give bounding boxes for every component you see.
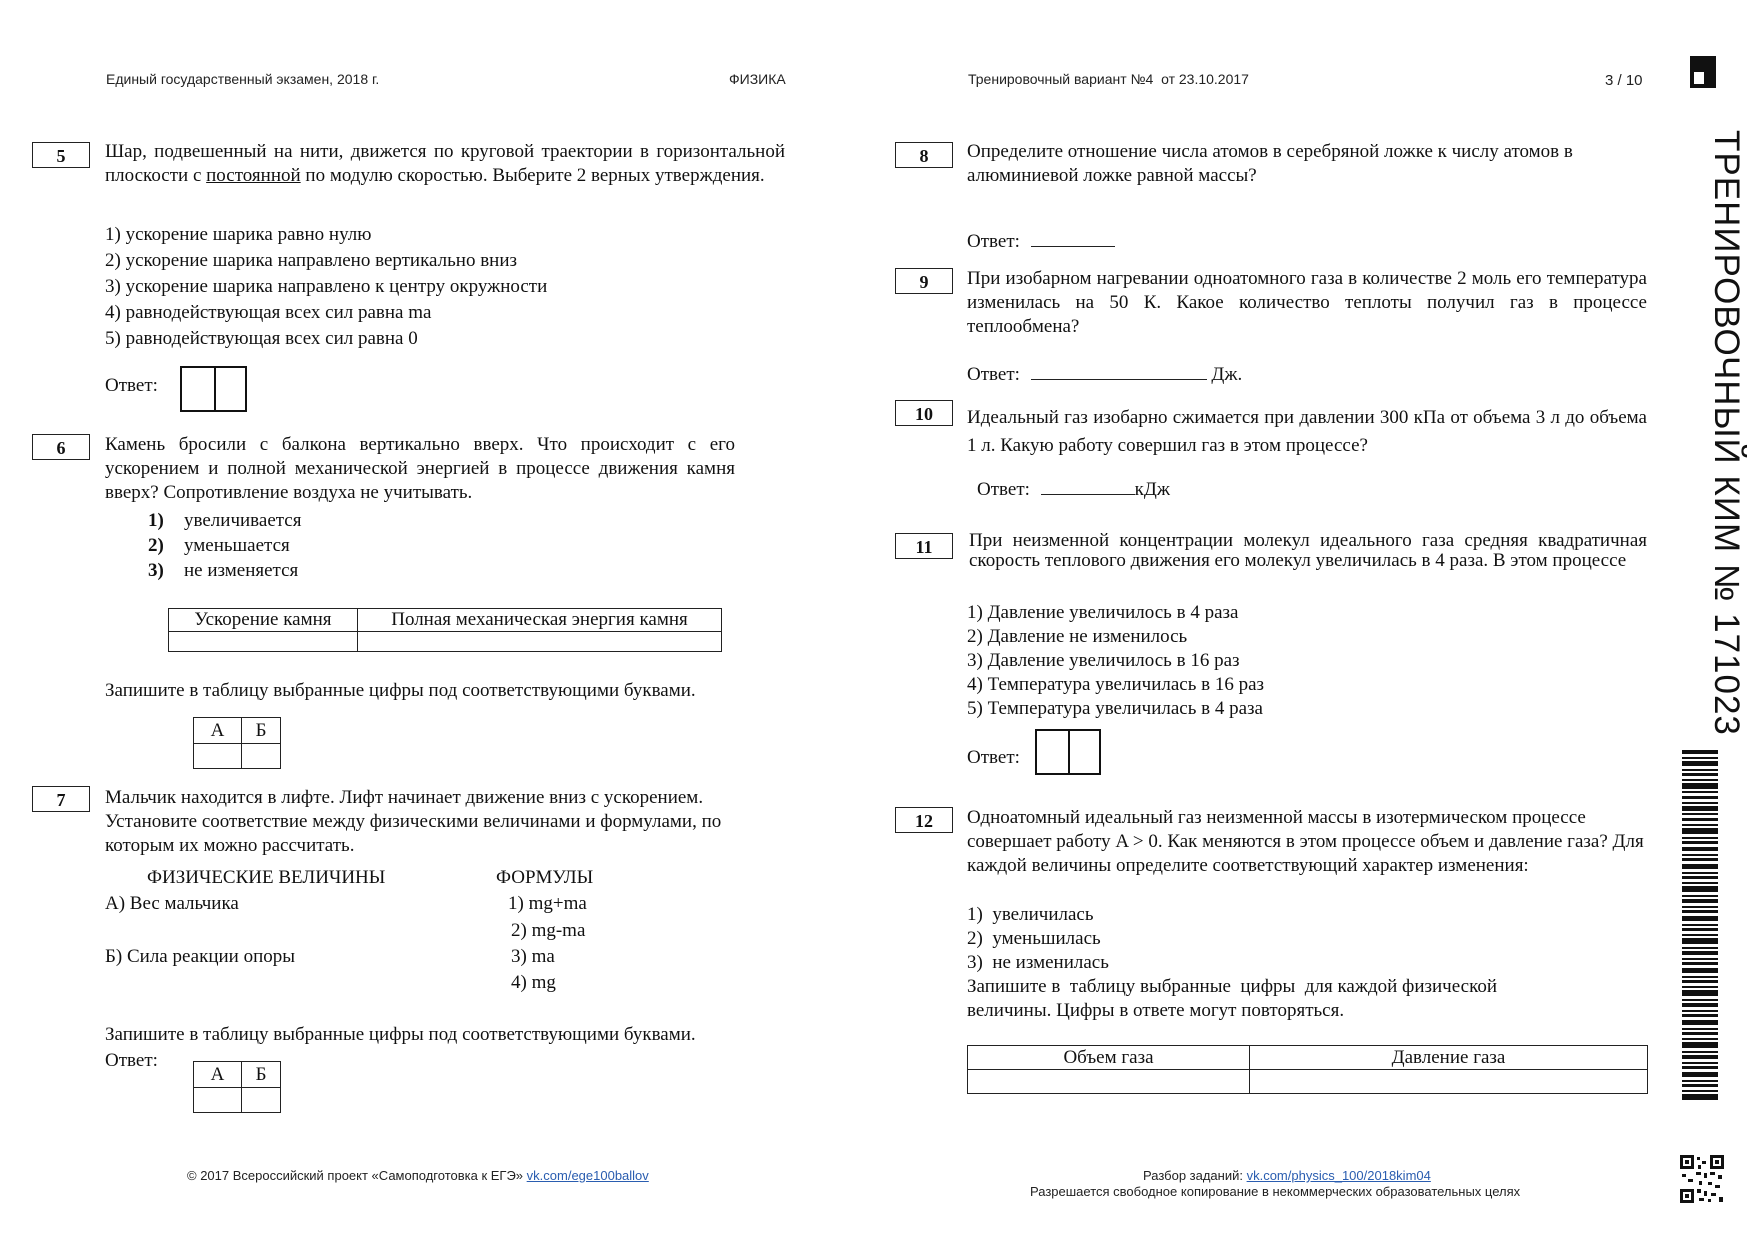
column-a: А	[194, 718, 242, 744]
question-number-9: 9	[895, 268, 953, 294]
answer-line[interactable]	[1031, 246, 1115, 247]
option-number: 3)	[148, 560, 164, 581]
answer-cell[interactable]	[358, 632, 722, 652]
question-12-instruction: Запишите в таблицу выбранные цифры для каждой физической величины. Цифры в ответе могут повторяться.	[967, 976, 1502, 1021]
question-10-answer	[977, 478, 1170, 502]
answer-box-5[interactable]	[180, 366, 247, 412]
option: 4) Температура увеличилась в 16 раз	[967, 674, 1265, 695]
variant-title: Тренировочный вариант №4 от 23.10.2017	[968, 71, 1249, 87]
corner-mark-icon	[1690, 56, 1716, 88]
option: 2) Давление не изменилось	[967, 626, 1188, 647]
footer-copyright	[187, 1168, 649, 1183]
option: 2) ускорение шарика направлено вертикально вниз	[105, 250, 518, 271]
question-5-options	[105, 223, 547, 351]
answer-label: Ответ:	[967, 231, 1020, 252]
option: 3) ускорение шарика направлено к центру окружности	[105, 276, 548, 297]
question-8-answer	[967, 230, 1115, 254]
option: 3) Давление увеличилось в 16 раз	[967, 650, 1240, 671]
question-6-text: Камень бросили с балкона вертикально вверх. Что происходит с его ускорением и полной механической энергией в процессе движения камня вверх? Сопротивление воздуха не учитывать.	[105, 434, 735, 503]
option-number: 1)	[148, 510, 164, 531]
question-12-options	[967, 903, 1109, 975]
option: 5) равнодействующая всех сил равна 0	[105, 328, 418, 349]
physical-quantities-heading: ФИЗИЧЕСКИЕ ВЕЛИЧИНЫ	[147, 867, 386, 888]
question-10-text: Идеальный газ изобарно сжимается при давлении 300 кПа от объема 3 л до объема 1 л. Какую работу совершил газ в этом процессе?	[967, 407, 1647, 456]
formula: 4) mg	[511, 972, 556, 993]
option: 1) увеличилась	[967, 904, 1094, 925]
answer-line[interactable]	[1031, 379, 1207, 380]
side-title: ТРЕНИРОВОЧНЫЙ КИМ № 171023	[1707, 130, 1746, 736]
answer-cell[interactable]	[968, 1070, 1250, 1094]
answer-label: Ответ:	[977, 479, 1030, 500]
option: 1) Давление увеличилось в 4 раза	[967, 602, 1239, 623]
quantity-a: А) Вес мальчика	[105, 893, 239, 914]
column-header: Ускорение камня	[169, 609, 358, 632]
answer-cell[interactable]	[242, 744, 281, 769]
formula: 1) mg+ma	[508, 893, 587, 914]
question-9-text: При изобарном нагревании одноатомного газа в количестве 2 моль его температура изменилась на 50 К. Какое количество теплоты получил газ в процессе теплообмена?	[967, 268, 1647, 337]
footer-link-ege100ballov[interactable]: vk.com/ege100ballov	[526, 1168, 649, 1183]
answer-unit: Дж.	[1211, 364, 1243, 385]
subject-title: ФИЗИКА	[729, 71, 786, 87]
option: 3) не изменилась	[967, 952, 1109, 973]
question-7-instruction: Запишите в таблицу выбранные цифры под соответствующими буквами.	[105, 1024, 696, 1045]
question-number-8: 8	[895, 142, 953, 168]
option: 5) Температура увеличилась в 4 раза	[967, 698, 1263, 719]
answer-cell[interactable]	[194, 1088, 242, 1113]
answer-cell[interactable]	[169, 632, 358, 652]
question-number-11: 11	[895, 533, 953, 559]
option: 4) равнодействующая всех сил равна ma	[105, 302, 432, 323]
question-6-table	[168, 608, 722, 652]
answer-label: Ответ:	[967, 364, 1020, 385]
answer-cell[interactable]	[242, 1088, 281, 1113]
answer-unit: кДж	[1134, 479, 1170, 500]
question-9-answer	[967, 363, 1242, 387]
question-7-text: Мальчик находится в лифте. Лифт начинает движение вниз с ускорением. Установите соответствие между физическими величинами и формулами, по которым их можно рассчитать.	[105, 787, 722, 856]
footer-text: © 2017 Всероссийский проект «Самоподготовка к ЕГЭ»	[187, 1168, 527, 1183]
column-a: А	[194, 1062, 242, 1088]
question-5-text: Шар, подвешенный на нити, движется по круговой траектории в горизонтальной плоскости с постоянной по модулю скоростью. Выберите 2 верных утверждения.	[105, 141, 785, 186]
answer-box-11[interactable]	[1035, 729, 1101, 775]
question-7-answer-table	[193, 1061, 281, 1113]
question-6-options	[148, 509, 301, 584]
answer-label: Ответ:	[105, 375, 158, 396]
column-header: Полная механическая энергия камня	[358, 609, 722, 632]
option: не изменяется	[184, 560, 299, 581]
question-number-10: 10	[895, 400, 953, 426]
answer-label: Ответ:	[105, 1050, 158, 1071]
formulas-heading: ФОРМУЛЫ	[496, 867, 594, 888]
question-number-5: 5	[32, 142, 90, 168]
option: 1) ускорение шарика равно нулю	[105, 224, 372, 245]
formula: 2) mg-ma	[511, 920, 586, 941]
option: увеличивается	[184, 510, 302, 531]
page-number: 3 / 10	[1605, 72, 1643, 89]
answer-cell[interactable]	[194, 744, 242, 769]
option: 2) уменьшилась	[967, 928, 1101, 949]
column-header: Давление газа	[1250, 1046, 1648, 1070]
column-b: Б	[242, 1062, 281, 1088]
question-number-12: 12	[895, 807, 953, 833]
formula: 3) ma	[511, 946, 555, 967]
qr-code	[1680, 1155, 1724, 1203]
footer-link-analysis[interactable]: vk.com/physics_100/2018kim04	[1246, 1168, 1431, 1183]
question-8-text: Определите отношение числа атомов в серебряной ложке к числу атомов в алюминиевой ложке равной массы?	[967, 141, 1573, 186]
option-number: 2)	[148, 535, 164, 556]
answer-label: Ответ:	[967, 747, 1020, 768]
footer-text: Разбор заданий:	[1143, 1168, 1247, 1183]
question-11-options	[967, 601, 1264, 721]
question-12-text: Одноатомный идеальный газ неизменной массы в изотермическом процессе совершает работу A > 0. Как меняются в этом процессе объем и давление газа? Для каждой величины определите соответствующий характер изменения:	[967, 807, 1644, 876]
question-11-text: При неизменной концентрации молекул идеального газа средняя квадратичная скорость теплового движения его молекул увеличилась в 4 раза. В этом процессе	[969, 530, 1647, 571]
exam-title: Единый государственный экзамен, 2018 г.	[106, 71, 380, 87]
column-b: Б	[242, 718, 281, 744]
column-header: Объем газа	[968, 1046, 1250, 1070]
question-6-answer-table	[193, 717, 281, 769]
option: уменьшается	[184, 535, 290, 556]
answer-line[interactable]	[1041, 494, 1135, 495]
quantity-b: Б) Сила реакции опоры	[105, 946, 296, 967]
footer-license: Разрешается свободное копирование в некоммерческих образовательных целях	[1030, 1184, 1521, 1199]
question-number-6: 6	[32, 434, 90, 460]
answer-cell[interactable]	[1250, 1070, 1648, 1094]
question-12-table	[967, 1045, 1648, 1094]
barcode	[1682, 750, 1718, 1102]
question-6-instruction: Запишите в таблицу выбранные цифры под соответствующими буквами.	[105, 680, 696, 701]
footer-analysis	[1143, 1168, 1431, 1183]
question-number-7: 7	[32, 786, 90, 812]
